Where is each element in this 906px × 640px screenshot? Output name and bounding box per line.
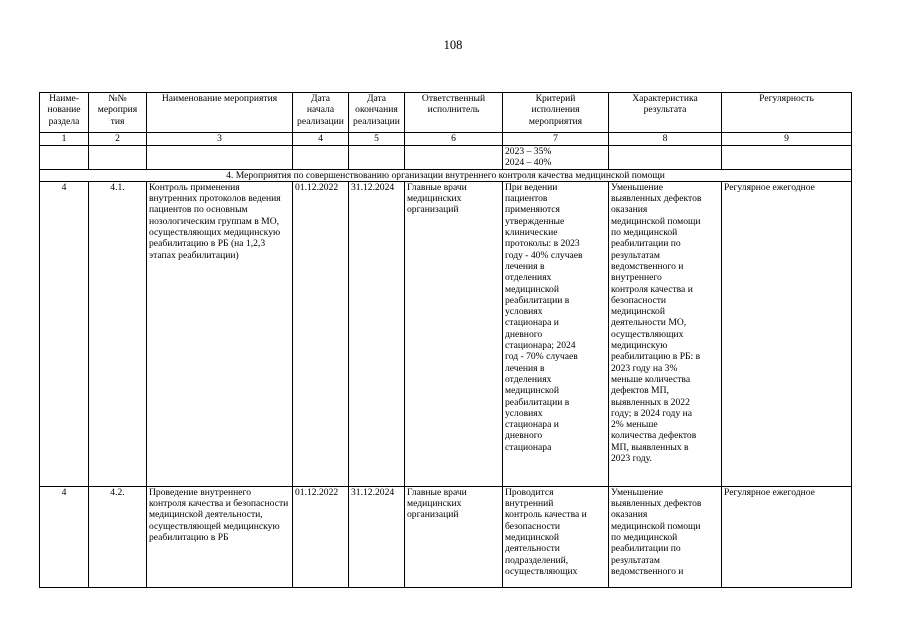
column-number: 5 [349, 133, 405, 146]
row-end-date: 31.12.2024 [349, 181, 405, 486]
header-result: Характеристика результата [609, 93, 722, 133]
table-cell [89, 146, 147, 170]
measures-table [39, 92, 852, 588]
column-number: 6 [405, 133, 503, 146]
column-number: 1 [40, 133, 89, 146]
row-executor: Главные врачи медицинских организаций [405, 486, 503, 587]
row-criterion: Проводится внутренний контроль качества и безопасности медицинской деятельности подразделений, осуществляющих [503, 486, 609, 587]
row-name: Контроль применения внутренних протоколов ведения пациентов по основным нозологическим группам в МО, осуществляющих медицинскую реабилитацию в РБ (на 1,2,3 этапах реабилитации) [147, 181, 293, 486]
section-title-row [40, 169, 852, 181]
row-section: 4 [40, 486, 89, 587]
header-executor: Ответственный исполнитель [405, 93, 503, 133]
table-row [40, 486, 852, 587]
column-number: 3 [147, 133, 293, 146]
column-number: 9 [722, 133, 852, 146]
header-row [40, 93, 852, 133]
section-title: 4. Мероприятия по совершенствованию организации внутреннего контроля качества медицинской помощи [40, 169, 852, 181]
row-number: 4.1. [89, 181, 147, 486]
column-number: 7 [503, 133, 609, 146]
continuation-row [40, 146, 852, 170]
table-cell [40, 146, 89, 170]
row-start-date: 01.12.2022 [293, 486, 349, 587]
table-row [40, 181, 852, 486]
header-number: №№ мероприя тия [89, 93, 147, 133]
header-end-date: Дата окончания реализации [349, 93, 405, 133]
table-cell [609, 146, 722, 170]
header-start-date: Дата начала реализации [293, 93, 349, 133]
continuation-criterion: 2023 – 35% 2024 – 40% [503, 146, 609, 170]
row-result: Уменьшение выявленных дефектов оказания медицинской помощи по медицинской реабилитации по результатам ведомственного и внутреннего контроля качества и безопасности медицинской деятельности МО, осуществляющих медицинскую реабилитацию в РБ: в 2023 году на 3% меньше количества дефектов МП, выявленных в 2022 году; в 2024 году на 2% меньше количества дефектов МП, выявленных в 2023 году. [609, 181, 722, 486]
table-cell [147, 146, 293, 170]
row-criterion: При ведении пациентов применяются утвержденные клинические протоколы: в 2023 году - 40% случаев лечения в отделениях медицинской реабилитации в условиях стационара и дневного стационара; 2024 год - 70% случаев лечения в отделениях медицинской реабилитации в условиях стационара и дневного стационара [503, 181, 609, 486]
column-number: 8 [609, 133, 722, 146]
row-regularity: Регулярное ежегодное [722, 181, 852, 486]
row-regularity: Регулярное ежегодное [722, 486, 852, 587]
header-criterion: Критерий исполнения мероприятия [503, 93, 609, 133]
table-cell [293, 146, 349, 170]
header-regularity: Регулярность [722, 93, 852, 133]
column-number: 4 [293, 133, 349, 146]
column-number: 2 [89, 133, 147, 146]
row-name: Проведение внутреннего контроля качества и безопасности медицинской деятельности, осуществляющей медицинскую реабилитацию в РБ [147, 486, 293, 587]
table-cell [722, 146, 852, 170]
row-executor: Главные врачи медицинских организаций [405, 181, 503, 486]
table-cell [405, 146, 503, 170]
row-section: 4 [40, 181, 89, 486]
row-result: Уменьшение выявленных дефектов оказания медицинской помощи по медицинской реабилитации по результатам ведомственного и [609, 486, 722, 587]
row-start-date: 01.12.2022 [293, 181, 349, 486]
header-name: Наименование мероприятия [147, 93, 293, 133]
page-number: 108 [443, 38, 463, 52]
column-number-row [40, 133, 852, 146]
row-number: 4.2. [89, 486, 147, 587]
row-end-date: 31.12.2024 [349, 486, 405, 587]
header-section: Наиме- нование раздела [40, 93, 89, 133]
table-cell [349, 146, 405, 170]
